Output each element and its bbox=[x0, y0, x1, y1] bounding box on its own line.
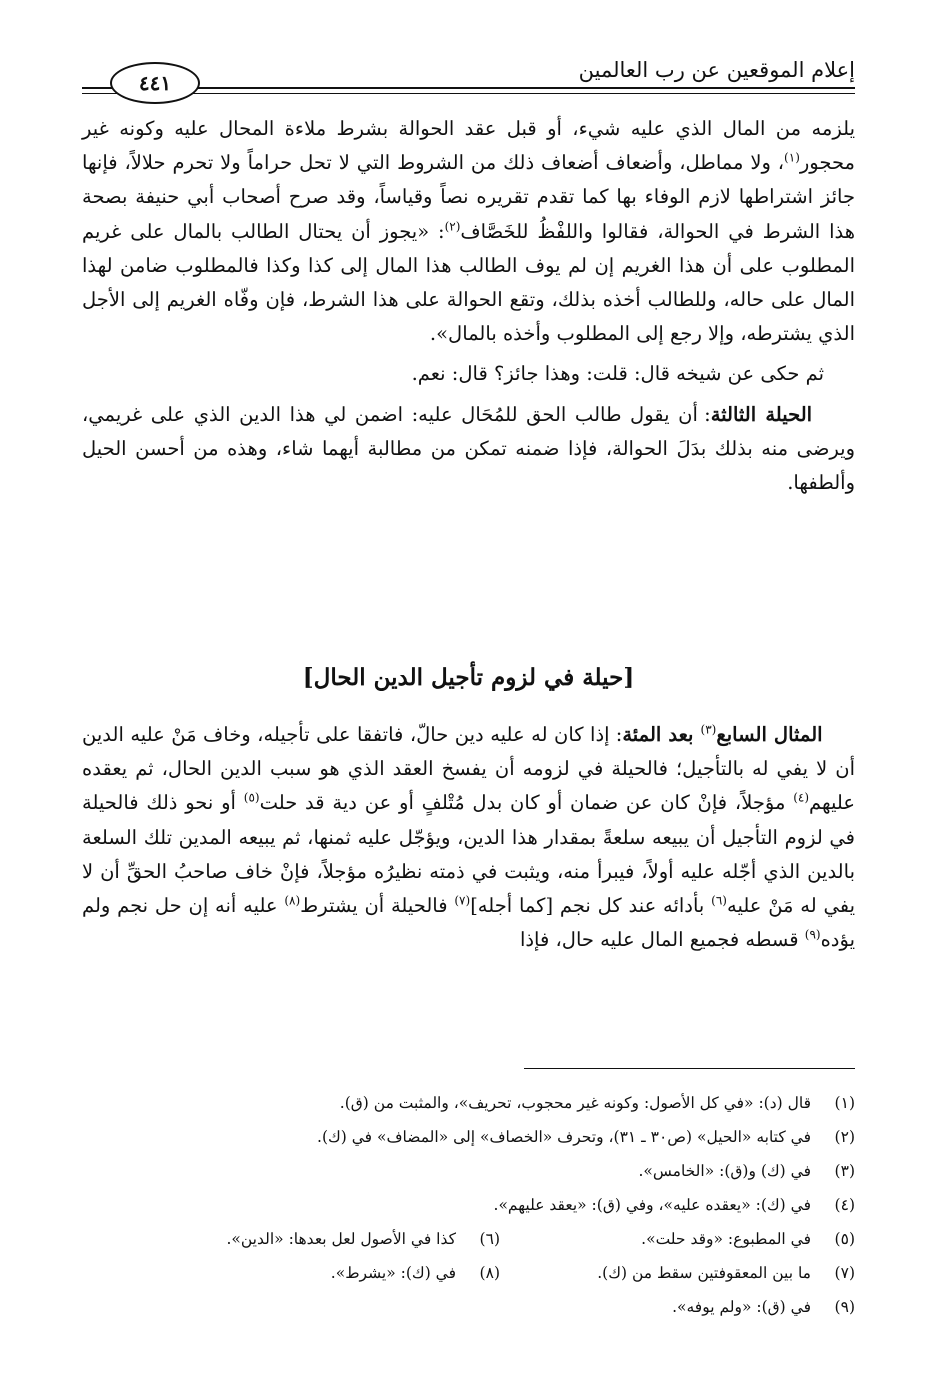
footnote-number: (٩) bbox=[834, 1298, 855, 1316]
footnote-ref: (٦) bbox=[711, 893, 727, 908]
lead-term: الحيلة الثالثة bbox=[710, 402, 813, 426]
footnote-ref: (٤) bbox=[793, 790, 810, 805]
footnote-text: قال (د): «في كل الأصول: وكونه غير محجوب، تحريف»، والمثبت من (ق). bbox=[339, 1094, 811, 1112]
paragraph-text: : «يجوز أن يحتال الطالب بالمال على غريم المطلوب على أن هذا الغريم إن لم يوف الطالب هذا المال إلى كذا وكذا فالمطلوب ضامن لهذا المال على حاله، وللطالب أخذه بذلك، وتقع الحوالة على هذا الشرط، فإن وفّاه الغريم إلى الأجل الذي يشترطه، وإلا رجع إلى المطلوب وأخذه بالمال». bbox=[82, 219, 855, 346]
paragraph-text: : أن يقول طالب الحق للمُحَال عليه: اضمن لي هذا الدين الذي على غريمي، ويرضى منه بذلك بدَلَ الحوالة، فإذا ضمنه تمكن من مطالبة أيهما شاء، وهذه من أحسن الحيل وألطفها. bbox=[82, 402, 855, 495]
footnote-ref: (٩) bbox=[804, 927, 821, 942]
paragraph-text: ، ولا مماطل، وأضعاف أضعاف ذلك من الشروط التي لا تحل حراماً ولا تحرم حلالاً، فإنها جائز اشتراطها لازم الوفاء بها كما تقدم تقريره نصاً وقياساً، وقد صرح أصحاب أبي حنيفة بصحة هذا الشرط في الحوالة، فقالوا واللفْظُ للخَصَّاف bbox=[82, 151, 856, 243]
footnote-separator bbox=[524, 1068, 855, 1069]
page-number: ٤٤١ bbox=[110, 62, 200, 104]
footnote-ref: (١) bbox=[784, 150, 800, 165]
footnotes bbox=[82, 1086, 855, 1324]
footnote bbox=[500, 1222, 855, 1256]
running-title: إعلام الموقعين عن رب العالمين bbox=[578, 58, 855, 82]
footnote bbox=[317, 1120, 855, 1154]
footnote bbox=[672, 1290, 855, 1324]
paragraph bbox=[82, 718, 855, 957]
footnote-number: (٣) bbox=[834, 1162, 855, 1180]
footnote-number: (٢) bbox=[834, 1128, 855, 1146]
section-heading: [حيلة في لزوم تأجيل الدين الحال] bbox=[302, 664, 635, 691]
body-text-upper bbox=[82, 112, 855, 500]
footnote-ref: (٨) bbox=[284, 893, 301, 908]
footnote-text: ما بين المعقوفتين سقط من (ك). bbox=[597, 1264, 811, 1282]
footnote-row bbox=[82, 1154, 855, 1188]
paragraph-text: ثم حكى عن شيخه قال: قلت: وهذا جائز؟ قال: نعم. bbox=[411, 362, 824, 386]
footnote-row bbox=[82, 1188, 855, 1222]
paragraph-text: أو نحو ذلك فالحيلة في لزوم التأجيل أن يبيعه سلعةً بمقدار هذا الدين، ويؤجّل عليه ثمنها، ثم يبيعه المدين تلك السلعة بالدين الذي أجّله عليه أولاً، فيبرأ منه، ويثبت في ذمته نظيرُه مؤجلاً، فإنْ خاف صاحبُ الحقِّ أن لا يفي له مَنْ عليه bbox=[82, 791, 856, 918]
paragraph bbox=[82, 112, 855, 351]
footnote-row bbox=[82, 1120, 855, 1154]
footnote-ref: (٣) bbox=[700, 722, 717, 737]
footnote-ref: (٧) bbox=[454, 893, 471, 908]
lead-term: المثال السابع bbox=[716, 723, 823, 746]
footnote-text: في (ك): «يشرط». bbox=[330, 1264, 456, 1282]
footnote-text: كذا في الأصول لعل بعدها: «الدين». bbox=[226, 1230, 456, 1248]
paragraph bbox=[82, 357, 855, 391]
footnote-number: (٤) bbox=[834, 1196, 855, 1214]
footnote-ref: (٥) bbox=[243, 790, 260, 805]
footnote-row bbox=[82, 1256, 855, 1290]
footnote bbox=[494, 1188, 855, 1222]
footnote bbox=[638, 1154, 855, 1188]
footnote-text: في (ق): «ولم يوفه». bbox=[672, 1298, 811, 1316]
paragraph-text: يلزمه من المال الذي عليه شيء، أو قبل عقد الحوالة بشرط ملاءة المحال عليه وكونه غير محجور bbox=[82, 117, 855, 175]
paragraph-text: بأدائه عند كل نجم [كما أجله] bbox=[470, 894, 712, 918]
footnote-text: في المطبوع: «وقد حلت». bbox=[641, 1230, 811, 1248]
footnote-text: في كتابه «الحيل» (ص٣٠ ـ ٣١)، وتحرف «الخصاف» إلى «المضاف» في (ك). bbox=[317, 1128, 811, 1146]
footnote-row bbox=[82, 1086, 855, 1120]
footnote-text: في (ك): «يعقده عليه»، وفي (ق): «يعقد عليهم». bbox=[493, 1196, 811, 1214]
header-rule-thin bbox=[82, 93, 855, 94]
footnote-number: (٨) bbox=[479, 1264, 500, 1282]
body-text-lower bbox=[82, 718, 855, 957]
paragraph bbox=[82, 398, 855, 501]
paragraph-text: عليه أنه إن حل نجم ولم يؤده bbox=[82, 894, 855, 952]
footnote-row bbox=[82, 1222, 855, 1256]
footnote-text: في (ك) و(ق): «الخامس». bbox=[638, 1162, 811, 1180]
paragraph-text: فالحيلة أن يشترط bbox=[300, 894, 455, 918]
footnote bbox=[500, 1256, 855, 1290]
footnote-ref: (٢) bbox=[444, 219, 461, 234]
footnote-number: (٧) bbox=[834, 1264, 855, 1282]
footnote-row bbox=[82, 1290, 855, 1324]
lead-term: بعد المئة bbox=[622, 723, 701, 746]
paragraph-text: قسطه فجميع المال عليه حال، فإذا bbox=[519, 928, 805, 952]
footnote bbox=[226, 1222, 500, 1256]
footnote-number: (١) bbox=[834, 1094, 855, 1112]
paragraph-text: : إذا كان له عليه دين حالّ، فاتفقا على تأجيله، وخاف مَنْ عليه الدين أن لا يفي له بالتأجيل؛ فالحيلة في لزومه أن يفسخ العقد الذي هو سبب الدين الحال، ثم يعقده عليهم bbox=[82, 723, 855, 815]
footnote-number: (٦) bbox=[479, 1230, 500, 1248]
footnote bbox=[331, 1256, 500, 1290]
paragraph-text: مؤجلاً، فإنْ كان عن ضمان أو كان بدل مُتْلفٍ أو عن دية قد حلت bbox=[259, 791, 794, 815]
footnote bbox=[340, 1086, 855, 1120]
footnote-number: (٥) bbox=[834, 1230, 855, 1248]
